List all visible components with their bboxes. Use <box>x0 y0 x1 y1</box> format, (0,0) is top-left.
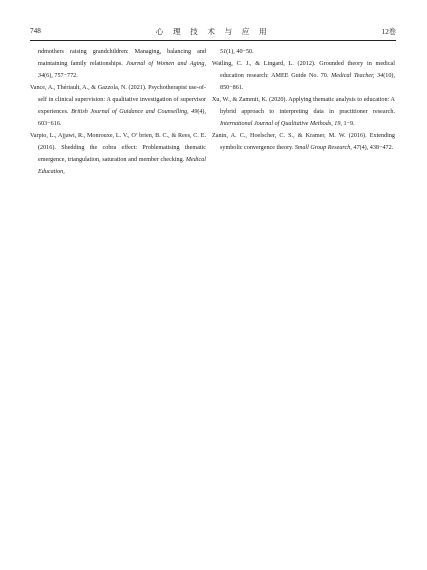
running-header <box>30 27 396 39</box>
header-rule <box>30 40 396 41</box>
reference-pages: , 1−9. <box>340 121 355 128</box>
reference-entry <box>212 94 395 130</box>
reference-pages: (4), 603−616. <box>38 109 207 128</box>
reference-text: Watling, C. J., & Lingard, L. (2012). Grounded theory in medical education research: AMEE Guide No. 70. <box>212 61 395 80</box>
reference-column-left <box>30 46 206 179</box>
reference-text: ndmothers raising grandchildren: Managing, balancing and maintaining family relationships. <box>38 49 206 68</box>
volume-label: 12卷 <box>381 28 396 36</box>
journal-title: 心 理 技 术 与 应 用 <box>155 27 271 36</box>
reference-entry <box>30 46 206 82</box>
reference-text: Vance, A., Thériault, A., & Gazzola, N. (2021). Psychotherapist use-of-self in clinical supervision: A qualitative investigation of supervisor experiences. <box>30 85 206 116</box>
reference-entry <box>212 58 395 94</box>
reference-entry <box>212 130 395 154</box>
reference-source: International Journal of Qualitative Methods, 19 <box>220 121 341 128</box>
reference-pages: (1), 40−50. <box>226 49 254 55</box>
reference-volume: 51 <box>220 49 227 55</box>
reference-source: British Journal of Guidance and Counselling, 49 <box>71 109 198 116</box>
reference-pages: (6), 757−772. <box>44 73 78 80</box>
reference-column-right <box>212 46 395 154</box>
reference-entry <box>212 46 395 58</box>
reference-pages: (10), 850−861. <box>220 73 395 92</box>
reference-text: Zanin, A. C., Hoelscher, C. S., & Kramer, M. W. (2016). Extending symbolic convergence theory. <box>212 133 395 152</box>
reference-source: Medical Education, <box>38 157 206 176</box>
reference-source: Small Group Research, 47 <box>294 145 360 152</box>
page-number: 748 <box>30 27 41 35</box>
reference-source: Medical Teacher, 34 <box>331 73 384 80</box>
reference-text: Varpio, L., Ajjawi, R., Monrouxe, L. V., O’ brien, B. C., & Rees, C. E. (2016). Shedding the cobra effect: Problematising thematic emergence, triangulation, saturation and member checking. <box>30 133 206 164</box>
reference-entry <box>30 82 206 130</box>
reference-entry <box>30 130 206 178</box>
reference-source: Journal of Women and Aging, 34 <box>38 61 206 80</box>
reference-pages: (4), 438−472. <box>359 145 394 152</box>
reference-text: Xu, W., & Zammit, K. (2020). Applying thematic analysis to education: A hybrid approach to interpreting data in practitioner research. <box>212 97 395 116</box>
